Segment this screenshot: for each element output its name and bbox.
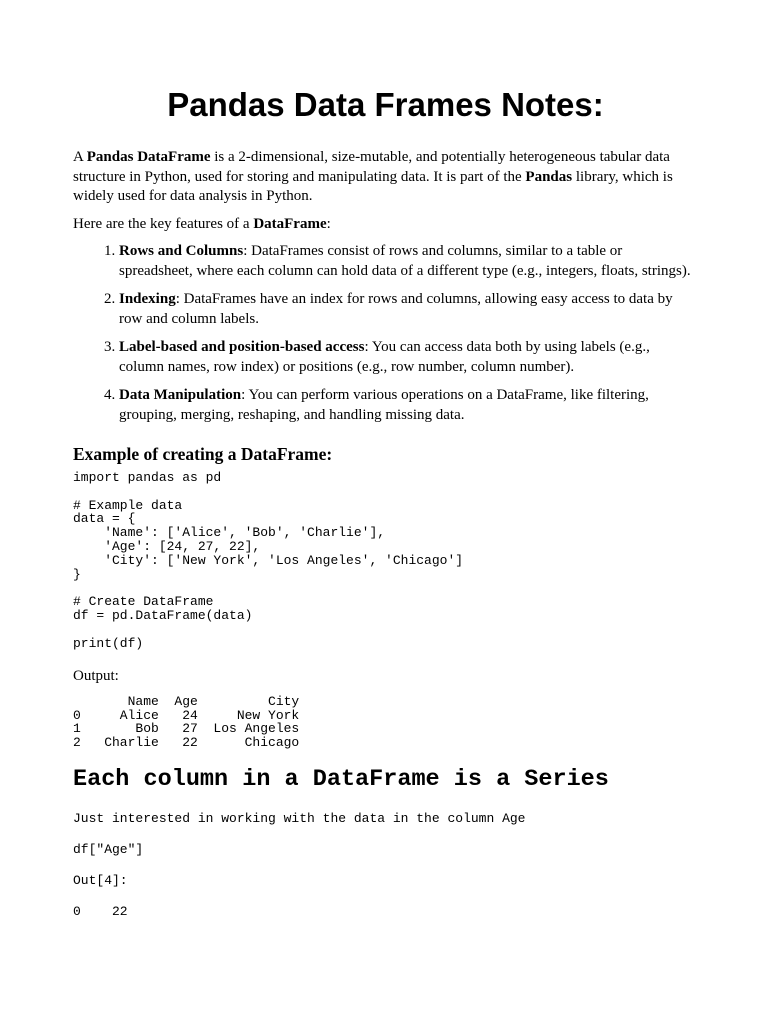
intro-bold-dataframe: Pandas DataFrame [86,149,211,165]
feature-item-manipulation [119,386,698,425]
example-heading: Example of creating a DataFrame: [73,444,333,464]
series-heading: Each column in a DataFrame is a Series [73,766,609,794]
feature-desc: : You can perform various operations on a DataFrame, like filtering, grouping, merging, reshaping, and handling missing data. [119,387,649,423]
series-out-label: Out[4]: [73,873,128,889]
output-label: Output: [73,668,119,685]
feature-item-rows-columns [119,242,698,281]
feature-desc: : DataFrames have an index for rows and columns, allowing easy access to data by row and column labels. [119,291,673,327]
feature-term: Rows and Columns [119,243,244,259]
intro-text-1: A [73,149,87,165]
series-out-row: 0 22 [73,904,128,920]
feature-desc: : DataFrames consist of rows and columns, similar to a table or spreadsheet, where each column can hold data of a different type (e.g., integers, floats, strings). [119,243,691,279]
feature-desc: : You can access data both by using labels (e.g., column names, row index) or positions (e.g., row number, column number). [119,339,650,375]
intro-text-3: library, which is widely used for data analysis in Python. [73,168,673,204]
code-block: import pandas as pd # Example data data = { 'Name': ['Alice', 'Bob', 'Charlie'], 'Age': [24, 27, 22], 'City': ['New York', 'Los Angeles', 'Chicago'] } # Create DataFrame df = pd.DataFrame(data) print(df) [73,470,464,651]
features-lead-text: Here are the key features of a [73,215,254,232]
features-list [73,242,698,425]
series-text: Just interested in working with the data in the column Age [73,811,526,827]
feature-term: Indexing [119,291,176,307]
feature-term: Label-based and position-based access [119,339,365,355]
feature-item-indexing [119,290,698,329]
document-page [73,0,698,919]
features-lead-bold: DataFrame [253,215,327,232]
features-lead [73,215,698,235]
series-code: df["Age"] [73,842,144,858]
intro-bold-pandas: Pandas [525,168,573,185]
feature-item-access [119,338,698,377]
output-block: Name Age City 0 Alice 24 New York 1 Bob 27 Los Angeles 2 Charlie 22 Chicago [73,693,300,751]
intro-paragraph [73,148,698,207]
intro-text-2: is a 2-dimensional, size-mutable, and potentially heterogeneous tabular data structure in Python, used for storing and manipulating data. It is part of the [73,149,670,185]
page-title: Pandas Data Frames Notes: [167,86,604,123]
features-lead-suffix: : [326,215,331,232]
feature-term: Data Manipulation [119,387,242,403]
